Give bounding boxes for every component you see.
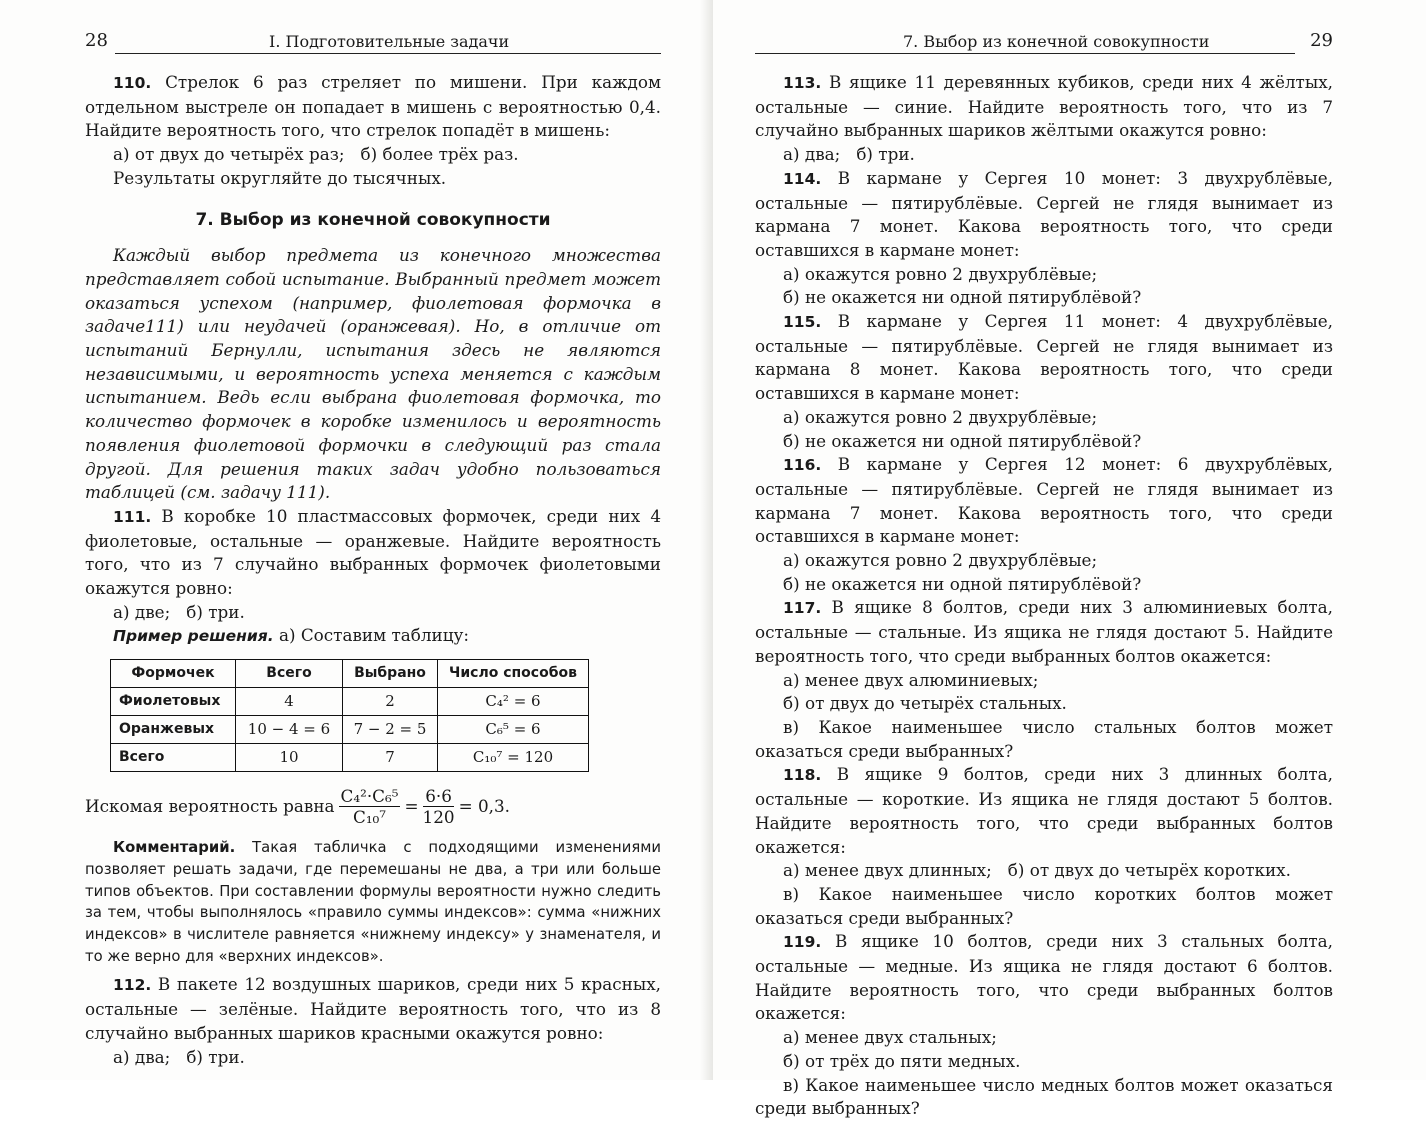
- table-cell: 7 − 2 = 5: [343, 716, 438, 744]
- problem-110-note: Результаты округляйте до тысячных.: [113, 167, 447, 188]
- right-page: [713, 0, 1426, 1119]
- problem-117-option-b: б) от двух до четырёх стальных.: [783, 693, 1067, 714]
- solution-table: [110, 659, 589, 772]
- table-row: [111, 688, 589, 716]
- table-cell: C₁₀⁷ = 120: [438, 744, 589, 772]
- problem-114-option-a: а) окажутся ровно 2 двухрублёвые;: [783, 263, 1098, 284]
- header-rule: [755, 53, 1295, 54]
- problem-116-option-b: б) не окажется ни одной пятирублёвой?: [783, 573, 1142, 594]
- table-cell: Всего: [111, 744, 236, 772]
- problem-110-options: а) от двух до четырёх раз; б) более трёх раз.: [113, 144, 519, 165]
- problem-115-option-b: б) не окажется ни одной пятирублёвой?: [783, 430, 1142, 451]
- problem-113: 113. В ящике 11 деревянных кубиков, среди них 4 жёлтых, остальные — синие. Найдите вероятность того, что из 7 случайно выбранных шариков жёлтыми окажутся ровно:: [755, 72, 1333, 141]
- table-row: [111, 716, 589, 744]
- table-cell: C₄² = 6: [438, 688, 589, 716]
- problem-117-option-c: в) Какое наименьшее число стальных болтов может оказаться среди выбранных?: [755, 716, 1333, 761]
- right-running-title: 7. Выбор из конечной совокупности: [903, 32, 1210, 51]
- left-column: [85, 71, 661, 1069]
- fraction-combinations: $\frac{\text{C₄²·C₆⁵}}{\text{C₁₀⁷}}$: [340, 786, 399, 828]
- problem-118: 118. В ящике 9 болтов, среди них 3 длинных болта, остальные — короткие. Из ящика не глядя достают 5 болтов. Найдите вероятность того, что среди выбранных болтов окажется:: [755, 764, 1334, 857]
- table-cell: 7: [343, 744, 438, 772]
- fraction-values: $\frac{6\cdot 6}{120}$: [422, 786, 455, 828]
- problem-116: 116. В кармане у Сергея 12 монет: 6 двухрублёвых, остальные — пятирублёвые. Сергей не глядя вынимает из кармана 7 монет. Какова вероятность того, что среди оставшихся в кармане монет:: [755, 454, 1333, 547]
- table-cell: 4: [236, 688, 343, 716]
- table-cell: 2: [343, 688, 438, 716]
- left-page: [0, 0, 713, 1080]
- table-cell: 10: [236, 744, 343, 772]
- problem-115-option-a: а) окажутся ровно 2 двухрублёвые;: [783, 406, 1098, 427]
- problem-112: 112. В пакете 12 воздушных шариков, среди них 5 красных, остальные — зелёные. Найдите вероятность того, что из 8 случайно выбранных шариков красными окажутся ровно:: [85, 974, 661, 1043]
- right-page-number: 29: [1310, 30, 1333, 51]
- problem-111-options: а) две; б) три.: [113, 601, 245, 622]
- header-rule: [115, 53, 661, 54]
- problem-114-option-b: б) не окажется ни одной пятирублёвой?: [783, 287, 1142, 308]
- problem-111: 111. В коробке 10 пластмассовых формочек, среди них 4 фиолетовые, остальные — оранжевые. Найдите вероятность того, что из 7 случайно выбранных формочек фиолетовыми окажутся ровно:: [85, 505, 662, 599]
- left-running-header: [85, 30, 661, 56]
- left-running-title: I. Подготовительные задачи: [269, 32, 510, 51]
- table-header-row: [111, 660, 589, 688]
- table-cell: Фиолетовых: [111, 688, 236, 716]
- problem-115: 115. В кармане у Сергея 11 монет: 4 двухрублёвые, остальные — пятирублёвые. Сергей не глядя вынимает из кармана 8 монет. Какова вероятность того, что среди оставшихся в кармане монет:: [755, 311, 1333, 404]
- problem-117-option-a: а) менее двух алюминиевых;: [783, 669, 1039, 690]
- table-row: [111, 744, 589, 772]
- table-header: Число способов: [438, 660, 589, 688]
- right-column: [755, 71, 1333, 1121]
- table-header: Формочек: [111, 660, 236, 688]
- problem-118-options: а) менее двух длинных; б) от двух до четырёх коротких.: [783, 860, 1291, 881]
- problem-114: 114. В кармане у Сергея 10 монет: 3 двухрублёвые, остальные — пятирублёвые. Сергей не глядя вынимает из кармана 7 монет. Какова вероятность того, что среди оставшихся в кармане монет:: [755, 167, 1333, 260]
- problem-110: 110. Стрелок 6 раз стреляет по мишени. При каждом отдельном выстреле он попадает в мишень с вероятностью 0,4. Найдите вероятность того, что стрелок попадёт в мишень:: [85, 72, 661, 141]
- problem-116-option-a: а) окажутся ровно 2 двухрублёвые;: [783, 550, 1098, 571]
- probability-formula: Искомая вероятность равна $\frac{\text{C₄²·C₆⁵}}{\text{C₁₀⁷}}$ = $\frac{6\cdot 6}{120}$ = 0,3.: [85, 786, 510, 828]
- problem-119-option-b: б) от трёх до пяти медных.: [783, 1050, 1021, 1071]
- table-cell: 10 − 4 = 6: [236, 716, 343, 744]
- table-cell: Оранжевых: [111, 716, 236, 744]
- problem-112-options: а) два; б) три.: [113, 1046, 245, 1067]
- example-line: Пример решения. а) Составим таблицу:: [113, 625, 470, 646]
- right-running-header: [755, 30, 1333, 56]
- problem-118-option-c: в) Какое наименьшее число коротких болтов может оказаться среди выбранных?: [755, 883, 1333, 928]
- problem-117: 117. В ящике 8 болтов, среди них 3 алюминиевых болта, остальные — стальные. Из ящика не глядя достают 5. Найдите вероятность того, что среди выбранных болтов окажется:: [755, 597, 1333, 666]
- section-title: 7. Выбор из конечной совокупности: [195, 209, 551, 230]
- table-header: Выбрано: [343, 660, 438, 688]
- formula-lead: Искомая вероятность равна: [85, 795, 335, 816]
- comment: Комментарий. Такая табличка с подходящими изменениями позволяет решать задачи, где перемешаны не два, а три или больше типов объектов. При составлении формулы вероятности нужно следить за тем, чтобы выполнялось «правило суммы индексов»: сумма «нижних индексов» в числителе равняется «нижнему индексу» у знаменателя, и то же верно для «верхних индексов».: [85, 839, 661, 965]
- problem-113-options: а) два; б) три.: [783, 144, 915, 165]
- problem-119-option-c: в) Какое наименьшее число медных болтов может оказаться среди выбранных?: [755, 1074, 1333, 1119]
- table-header: Всего: [236, 660, 343, 688]
- problem-119-option-a: а) менее двух стальных;: [783, 1027, 997, 1048]
- section-intro: Каждый выбор предмета из конечного множества представляет собой испытание. Выбранный предмет может оказаться успехом (например, фиолетовая формочка в задаче111) или неудачей (оранжевая). Но, в отличие от испытаний Бернулли, испытания здесь не являются независимыми, и вероятность успеха меняется с каждым испытанием. Ведь если выбрана фиолетовая формочка, то количество формочек в коробке изменилось и вероятность появления фиолетовой формочки в следующий раз стала другой. Для решения таких задач удобно пользоваться таблицей (см. задачу 111).: [85, 245, 661, 503]
- left-page-number: 28: [85, 30, 108, 51]
- table-cell: C₆⁵ = 6: [438, 716, 589, 744]
- problem-119: 119. В ящике 10 болтов, среди них 3 стальных болта, остальные — медные. Из ящика не глядя достают 6 болтов. Найдите вероятность того, что среди выбранных болтов окажется:: [755, 931, 1333, 1024]
